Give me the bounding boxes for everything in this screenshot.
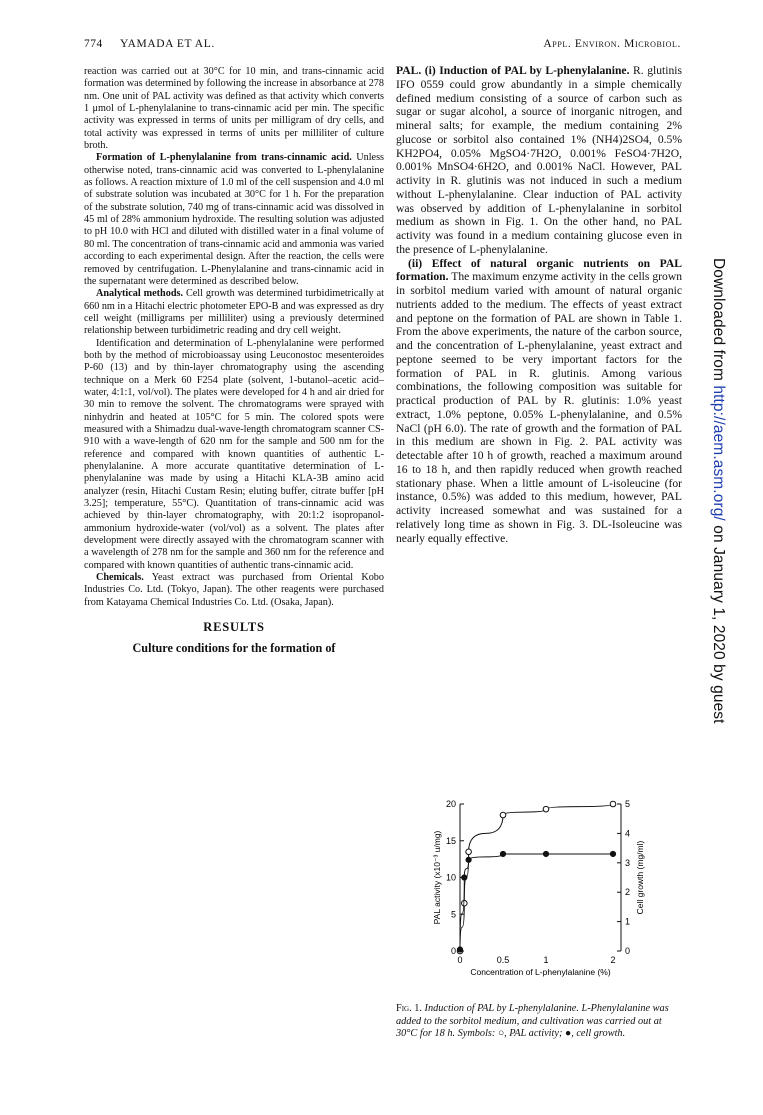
run-in-heading: Chemicals. (96, 572, 144, 584)
paragraph (84, 572, 384, 609)
data-point-pal-activity (500, 812, 506, 818)
y-left-tick-label: 0 (450, 946, 456, 956)
y-axis-left-label: PAL activity (x10⁻³ u/mg) (432, 830, 442, 925)
series-line-filled-circle (460, 854, 613, 950)
journal-name: Appl. Environ. Microbiol. (543, 38, 681, 50)
running-authors: YAMADA ET AL. (120, 38, 215, 50)
watermark-prefix: Downloaded from (710, 258, 727, 386)
y-right-tick-label: 0 (625, 946, 631, 956)
caption-body: L-Phenylalanine was added to the sorbitol medium, and cultivation was carried out at 30°C for 18 h. Symbols: ○, PAL activity; ●, cell growth. (396, 1003, 669, 1040)
subsection-heading: Culture conditions for the formation of (132, 641, 336, 656)
paragraph-body: Unless otherwise noted, trans-cinnamic acid was converted to L-phenylalanine as follows. A reaction mixture of 1.0 ml of the cell suspension and 4.0 ml of substrate solution was incubated at 30°C for 1 h. For the preparation of the substrate solution, 740 mg of trans-cinnamic acid was dissolved in 45 ml of 28% ammonium hydroxide. The resulting solution was adjusted to pH 10.0 with HCl and diluted with distilled water in a final volume of 80 ml. The concentration of trans-cinnamic acid and ammonia was varied according to each experimental design. After the reaction, the cells were removed by centrifugation. L-Phenylalanine and trans-cinnamic acid in the supernatant were determined as described below. (84, 152, 384, 287)
data-point-cell-growth (466, 857, 471, 862)
paragraph: Identification and determination of L-phenylalanine were performed both by the method of microbioassay using Leuconostoc mesenteroides P-60 (13) and by thin-layer chromatography using the ascending technique on a Merk 60 F254 plate (solvent, 1-butanol–acetic acid–water, 4:1:1, vol/vol). The plates were developed for 4 h and air dried for 30 min to remove the solvent. The chromatograms were sprayed with ninhydrin and heated at 105°C for 5 min. The colored spots were measured with a Shimadzu dual-wave-length chromatogram scanner CS-910 with a wave-length of 620 nm for the sample and 500 nm for the reference and compared with known quantities of authentic L-phenylalanine. A more accurate quantitative determination of L-phenylalanine was made by using a Hitachi KLA-3B amino acid analyzer (resin, Hitachi Custam Resin; eluting buffer, citrate buffer [pH 3.25]; temperature, 55°C). Quantitation of trans-cinnamic acid was achieved by thin-layer chromatography, with 20:1:2 isopropanol-ammonium hydroxide-water (vol/vol) as a solvent. The plates after development were directly assayed with the chromatogram scanner with a wavelength of 278 nm for the sample and 360 nm for the reference and compared with known quantities of authentic trans-cinnamic acid. (84, 337, 384, 571)
paragraph-body: Cell growth was determined turbidimetrically at 660 nm in a Hitachi electric photometer EPO-B and was expressed as dry cell weight (milligrams per milliliter) using a previously determined relationship between turbidimetric reading and dry cell weight. (84, 288, 384, 337)
figure-1 (398, 798, 688, 1008)
x-tick-label: 1 (543, 955, 549, 965)
download-watermark (709, 258, 727, 858)
y-left-tick-label: 20 (445, 799, 456, 809)
paragraph-body: R. glutinis IFO 0559 could grow abundantly in a simple chemically defined medium consisting of a source of carbon such as sugar or sugar alcohol, a source of inorganic nitrogen, and mineral salts; for example, the medium containing 2% glucose or sorbitol also contained 1% (NH4)2SO4, 0.5% KH2PO4, 0.05% MgSO4·7H2O, 0.001% FeSO4·7H2O, 0.001% MnSO4·6H2O, and 0.001% NaCl. However, PAL activity in R. glutinis was not induced in such a medium without L-phenylalanine. Clear induction of PAL activity was observed by addition of L-phenylalanine in sorbitol medium as shown in Fig. 1. On the other hand, no PAL activity was found in a medium containing glucose even in the presence of L-phenylalanine. (396, 64, 682, 256)
x-tick-label: 2 (610, 955, 616, 965)
y-axis-right-label: Cell growth (mg/ml) (635, 840, 645, 915)
paragraph (84, 152, 384, 288)
paragraph-body: The maximum enzyme activity in the cells grown in sorbitol medium varied with amount of natural organic nutrients added to the medium. The effects of yeast extract and peptone on the formation of PAL are shown in Table 1. From the above experiments, the nature of the carbon source, and the concentration of L-phenylalanine, yeast extract and peptone seemed to be very important factors for the formation of PAL in R. glutinis. Among various combinations, the following composition was suitable for practical production of PAL by R. glutinis: 1.0% yeast extract, 1.0% peptone, 0.05% L-phenylalanine, and 0.5% NaCl (pH 6.0). The rate of growth and the formation of PAL in this medium are shown in Fig. 2. PAL activity was detectable after 10 h of growth, reached a maximum around 16 to 18 h, and then rapidly reduced when growth reached stationary phase. When a little amount of L-isoleucine (for instance, 0.5%) was added to this medium, however, PAL activity increased somewhat and was sustained for a relatively long time as shown in Fig. 3. DL-Isoleucine was nearly equally effective. (396, 270, 682, 545)
y-right-tick-label: 2 (625, 887, 631, 898)
watermark-link[interactable]: http://aem.asm.org/ (710, 385, 727, 521)
caption-title: Induction of PAL by L-phenylalanine. (421, 1003, 579, 1014)
page-header (84, 38, 681, 58)
run-in-heading: PAL. (i) Induction of PAL by L-phenylalanine. (396, 64, 630, 77)
x-tick-label: 0.5 (496, 955, 510, 965)
paragraph-body: Yeast extract was purchased from Oriental Kobo Industries Co. Ltd. (Tokyo, Japan). The other reagents were purchased from Katayama Chemical Industries Co. Ltd. (Osaka, Japan). (84, 572, 384, 608)
y-left-tick-label: 10 (445, 872, 456, 883)
page-number: 774 (84, 38, 103, 50)
data-point-cell-growth (457, 947, 462, 952)
paragraph (396, 257, 682, 546)
caption-label: Fig. 1. (396, 1003, 422, 1014)
y-right-tick-label: 3 (625, 857, 631, 868)
run-in-heading: (ii) Effect of natural organic nutrients on PAL formation. (396, 256, 682, 284)
y-right-tick-label: 4 (625, 828, 631, 839)
x-axis-label: Concentration of L-phenylalanine (%) (470, 967, 611, 977)
y-right-tick-label: 5 (625, 799, 631, 809)
watermark-suffix: on January 1, 2020 by guest (710, 520, 727, 724)
data-point-cell-growth (462, 875, 467, 880)
data-point-pal-activity (466, 849, 472, 855)
left-column (84, 66, 384, 655)
paragraph (84, 288, 384, 337)
figure-caption (396, 1003, 682, 1041)
data-point-pal-activity (543, 806, 549, 812)
y-left-tick-label: 5 (450, 909, 456, 920)
right-column (396, 64, 682, 545)
paragraph: reaction was carried out at 30°C for 10 min, and trans-cinnamic acid formation was determined by following the increase in absorbance at 278 nm. One unit of PAL activity was defined as that activity which converts 1 μmol of L-phenylalanine to trans-cinnamic acid per min. The specific activity was expressed in terms of units per milligram of dry cells, and total activity was expressed in terms of units per milliliter of culture broth. (84, 66, 384, 152)
x-tick-label: 0 (457, 955, 463, 965)
data-point-cell-growth (543, 851, 548, 856)
y-left-tick-label: 15 (445, 835, 456, 846)
series-line-open-circle (460, 804, 613, 951)
y-right-tick-label: 1 (625, 916, 631, 927)
data-point-cell-growth (610, 851, 615, 856)
data-point-pal-activity (610, 801, 616, 807)
section-heading-results: RESULTS (203, 620, 265, 635)
paragraph (396, 64, 682, 257)
figure-1-chart (398, 798, 688, 1008)
run-in-heading: Analytical methods. (96, 288, 183, 300)
run-in-heading: Formation of L-phenylalanine from trans-cinnamic acid. (96, 152, 352, 164)
data-point-cell-growth (500, 851, 505, 856)
